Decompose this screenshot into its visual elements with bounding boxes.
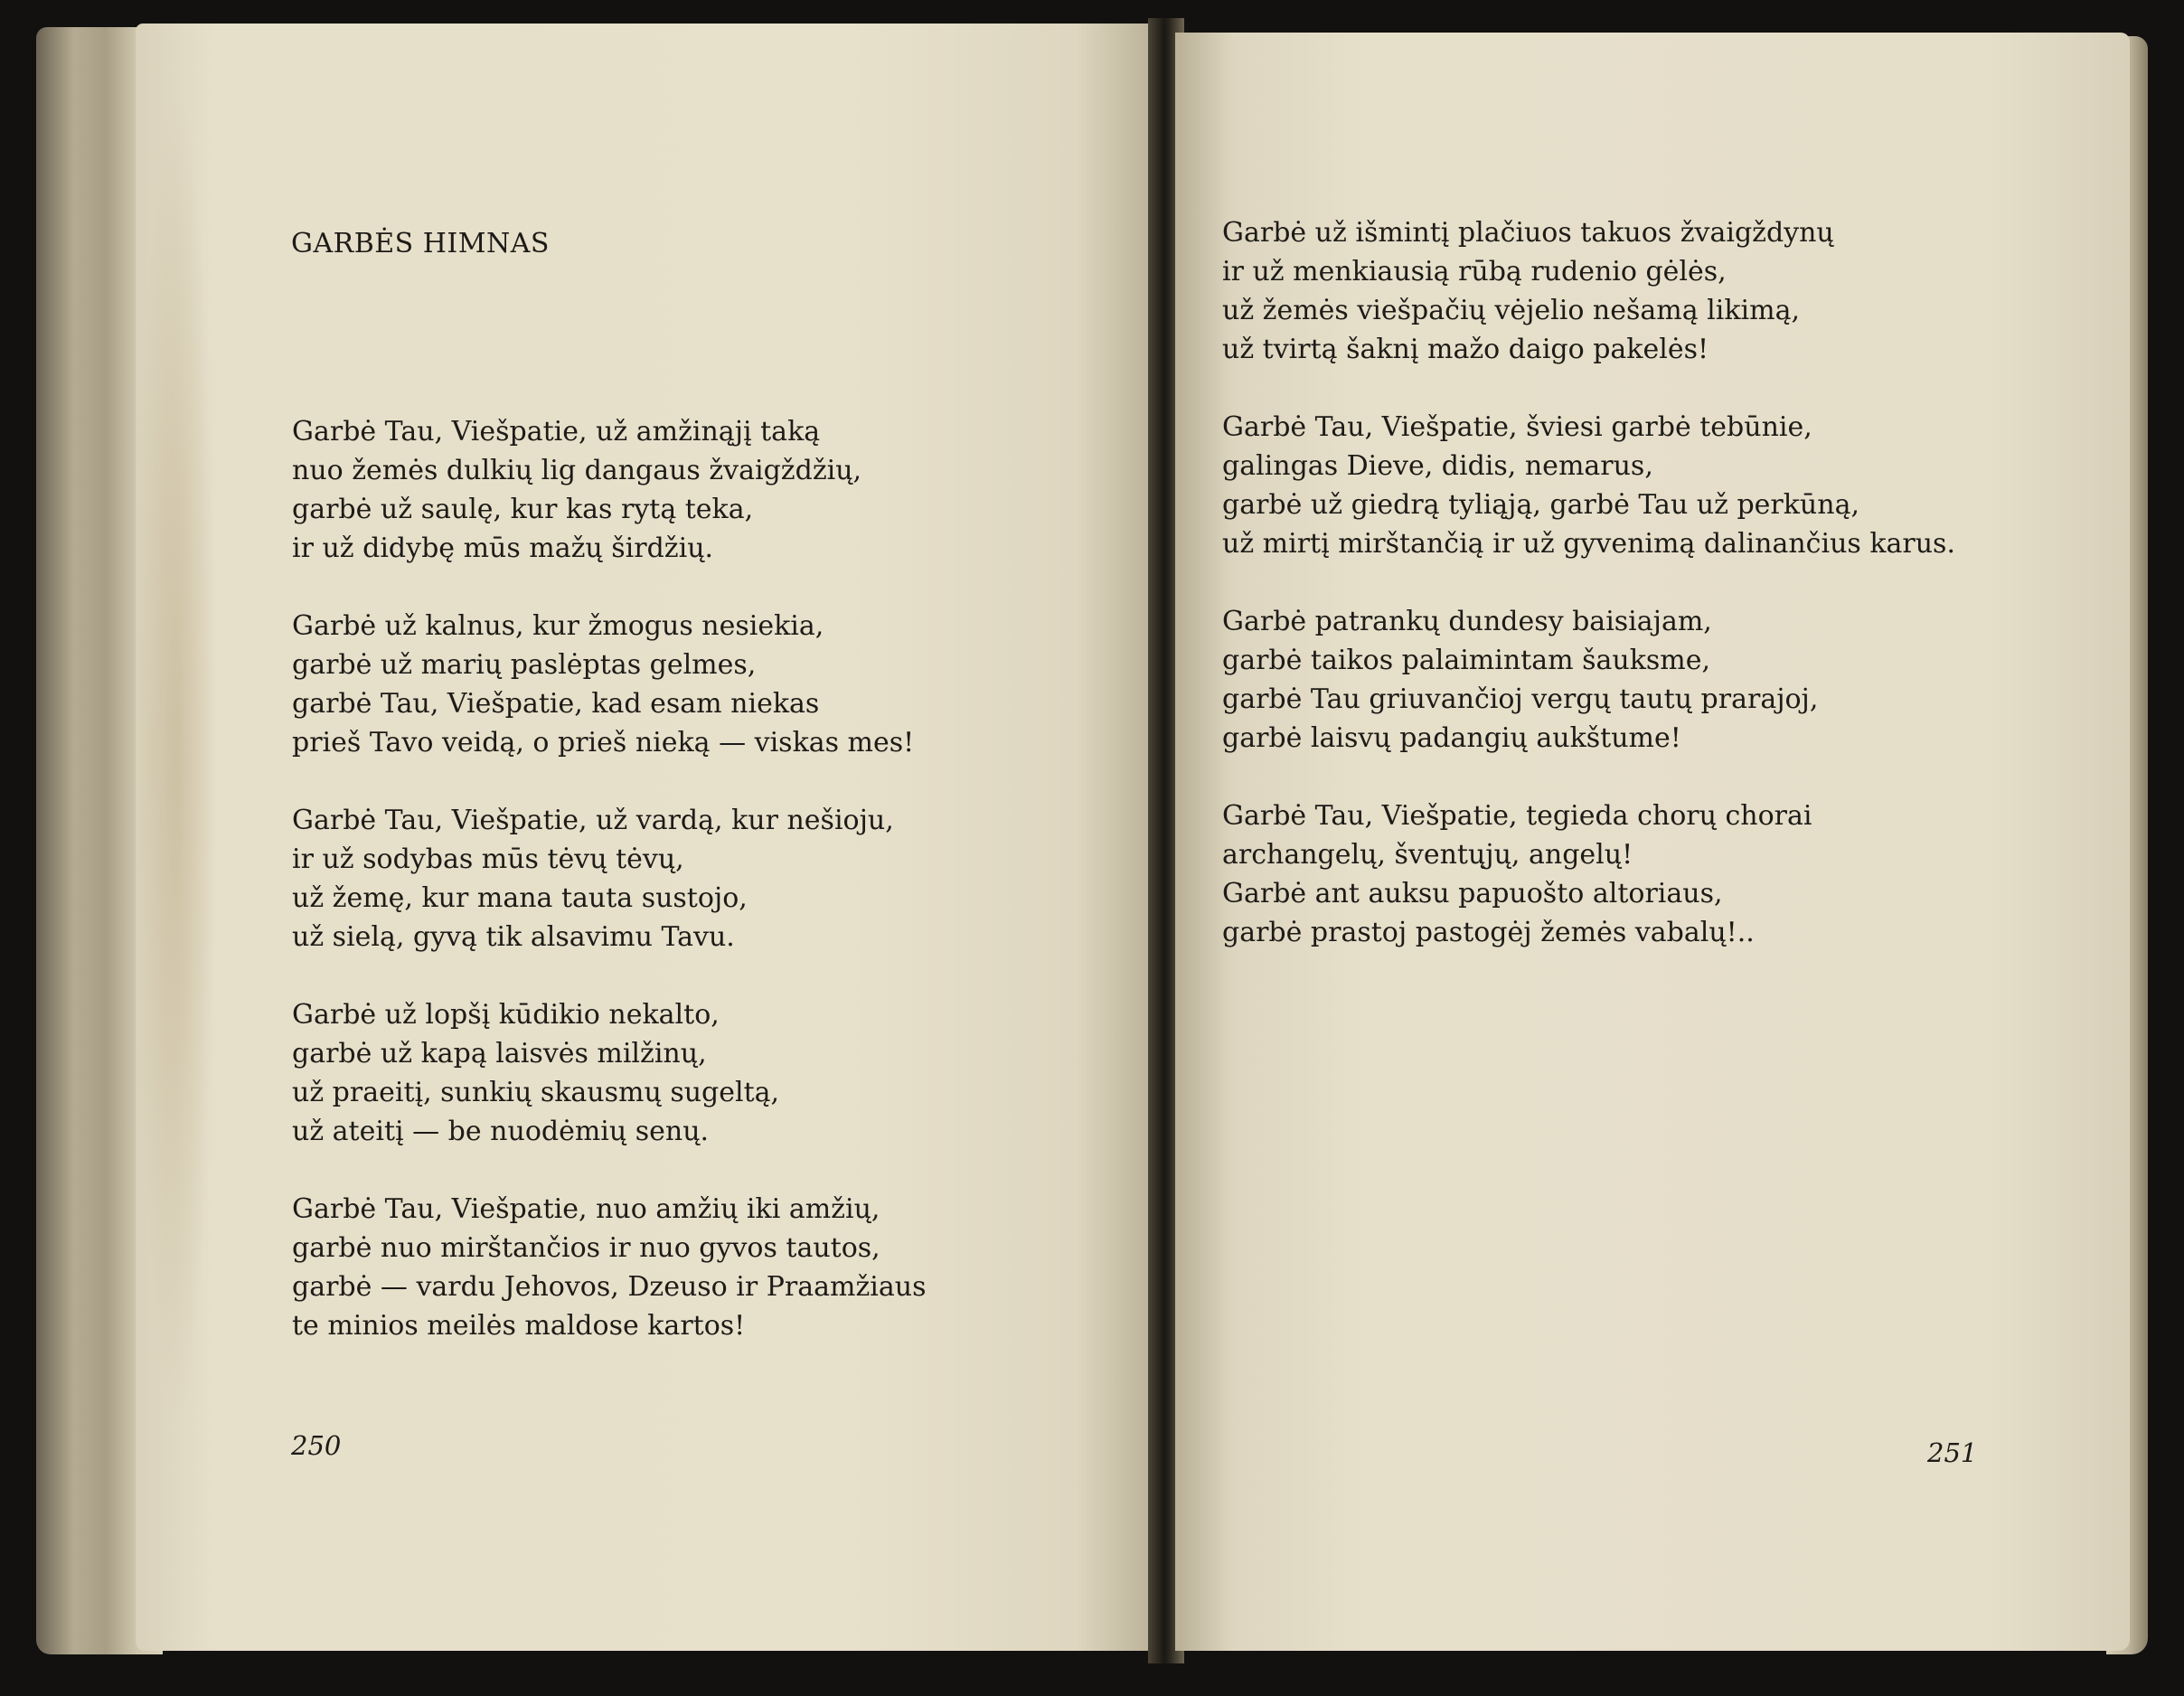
verse-line: Garbė Tau, Viešpatie, tegieda chorų chorai — [1222, 800, 1812, 832]
poem-title: GARBĖS HIMNAS — [291, 228, 550, 259]
verse-line: už žemės viešpačių vėjelio nešamą likimą, — [1222, 295, 1800, 326]
verse-line: garbė Tau, Viešpatie, kad esam niekas — [292, 688, 820, 720]
stanza-3 — [292, 801, 926, 956]
page-number-left: 250 — [291, 1430, 342, 1461]
verse-line: garbė — vardu Jehovos, Dzeuso ir Praamžiaus — [292, 1271, 927, 1303]
stanza-1 — [292, 412, 926, 568]
verse-line: Garbė už išmintį plačiuos takuos žvaigždynų — [1222, 217, 1834, 249]
stanza-6 — [1222, 213, 1955, 369]
verse-line: Garbė Tau, Viešpatie, už vardą, kur nešioju, — [292, 805, 894, 836]
verse-line: garbė už kapą laisvės milžinų, — [292, 1038, 707, 1069]
stanza-8 — [1222, 602, 1955, 758]
verse-line: ir už sodybas mūs tėvų tėvų, — [292, 843, 684, 875]
verse-line: garbė už saulę, kur kas rytą teka, — [292, 494, 754, 525]
verse-line: Garbė ant auksu papuošto altoriaus, — [1222, 878, 1723, 909]
verse-line: te minios meilės maldose kartos! — [292, 1310, 746, 1342]
left-page — [136, 24, 1157, 1651]
verse-line: nuo žemės dulkių lig dangaus žvaigždžių, — [292, 455, 862, 486]
stanza-9 — [1222, 796, 1955, 952]
verse-line: garbė prastoj pastogėj žemės vabalų!.. — [1222, 917, 1755, 948]
verse-line: ir už menkiausią rūbą rudenio gėlės, — [1222, 256, 1727, 287]
verse-line: prieš Tavo veidą, o prieš nieką — viskas mes! — [292, 727, 915, 758]
verse-line: Garbė už kalnus, kur žmogus nesiekia, — [292, 610, 824, 642]
right-page — [1175, 33, 2130, 1651]
verse-line: garbė už giedrą tyliąją, garbė Tau už perkūną, — [1222, 489, 1859, 521]
stanza-4 — [292, 995, 926, 1151]
verse-line: Garbė Tau, Viešpatie, už amžinąjį taką — [292, 416, 821, 448]
verse-line: Garbė už lopšį kūdikio nekalto, — [292, 999, 720, 1031]
verse-line: Garbė Tau, Viešpatie, nuo amžių iki amžių, — [292, 1193, 880, 1225]
verse-line: garbė taikos palaimintam šauksme, — [1222, 645, 1710, 676]
verse-line: galingas Dieve, didis, nemarus, — [1222, 450, 1653, 482]
verse-line: už tvirtą šaknį mažo daigo pakelės! — [1222, 334, 1709, 365]
verse-line: Garbė Tau, Viešpatie, šviesi garbė tebūnie, — [1222, 411, 1812, 443]
stanza-2 — [292, 607, 926, 762]
verse-line: už mirtį mirštančią ir už gyvenimą dalinančius karus. — [1222, 528, 1955, 560]
verse-line: už žemę, kur mana tauta sustojo, — [292, 882, 748, 914]
stanza-5 — [292, 1190, 926, 1345]
stanza-7 — [1222, 408, 1955, 563]
verse-line: už ateitį — be nuodėmių senų. — [292, 1116, 710, 1147]
verse-line: už sielą, gyvą tik alsavimu Tavu. — [292, 921, 735, 953]
verse-line: Garbė patrankų dundesy baisiajam, — [1222, 606, 1712, 637]
verse-line: ir už didybę mūs mažų širdžių. — [292, 532, 714, 564]
verse-line: garbė laisvų padangių aukštume! — [1222, 722, 1681, 754]
left-poem-body — [292, 412, 926, 1345]
page-number-right: 251 — [1927, 1437, 1978, 1468]
right-poem-body — [1222, 213, 1955, 952]
verse-line: garbė nuo mirštančios ir nuo gyvos tautos, — [292, 1232, 880, 1264]
age-stain — [136, 78, 217, 1434]
verse-line: garbė už marių paslėptas gelmes, — [292, 649, 757, 681]
verse-line: garbė Tau griuvančioj vergų tautų prarajoj, — [1222, 683, 1819, 715]
verse-line: archangelų, šventųjų, angelų! — [1222, 839, 1633, 871]
verse-line: už praeitį, sunkių skausmų sugeltą, — [292, 1077, 780, 1108]
